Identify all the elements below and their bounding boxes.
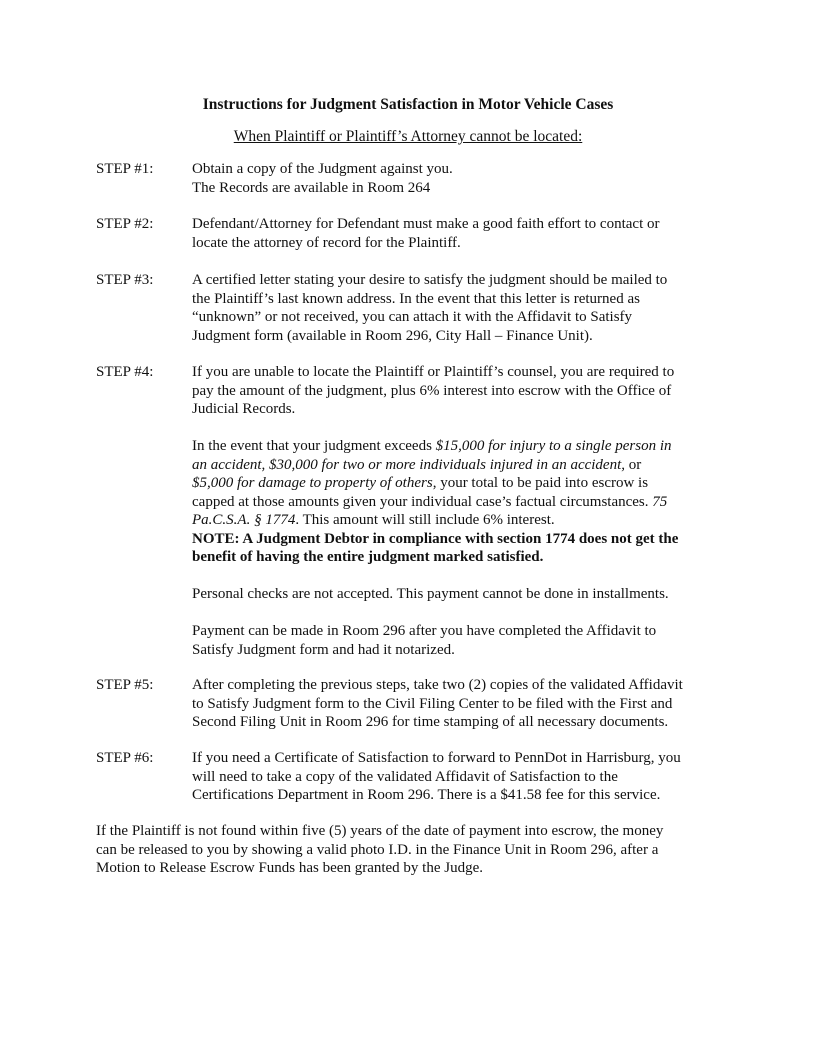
text-line [192,437,722,456]
italic-run: $15,000 for injury to a single person in [435,438,672,454]
step-body [192,271,722,345]
text-run: capped at those amounts given your individual case’s factual circumstances. [192,493,653,510]
text-line: the Plaintiff’s last known address. In the event that this letter is returned as [192,290,640,307]
step-body [192,363,722,659]
paragraph [192,622,722,659]
text-line [192,511,722,530]
text-line: to Satisfy Judgment form to the Civil Filing Center to be filed with the First and [192,695,673,712]
step-label: STEP #4: [96,364,154,380]
text-line: will need to take a copy of the validated Affidavit of Satisfaction to the [192,768,618,785]
text-run: In the event that your judgment exceeds [192,438,436,454]
text-line: “unknown” or not received, you can attach it with the Affidavit to Satisfy [192,309,633,325]
text-line [192,493,722,512]
italic-run: 75 [652,493,668,510]
text-line: The Records are available in Room 264 [192,179,431,196]
document-title: Instructions for Judgment Satisfaction in Motor Vehicle Cases [202,96,614,113]
step-label: STEP #5: [96,677,154,693]
note-line: benefit of having the entire judgment marked satisfied. [192,549,544,565]
italic-run: $5,000 for damage to property of others [192,475,433,491]
text-line: pay the amount of the judgment, plus 6% interest into escrow with the Office of [192,382,672,399]
text-line: Obtain a copy of the Judgment against you. [192,161,453,177]
step-body [192,676,722,732]
step-body [192,749,722,805]
text-line: Payment can be made in Room 296 after you have completed the Affidavit to [192,623,657,639]
step-label: STEP #2: [96,216,154,232]
text-line [192,456,722,475]
closing-paragraph [96,822,726,878]
italic-run: an accident, $30,000 for two or more individuals injured in an accident, [192,456,626,473]
text-line [192,474,722,493]
step-label: STEP #6: [96,750,154,766]
document-subtitle: When Plaintiff or Plaintiff’s Attorney cannot be located: [233,128,583,145]
note-line: NOTE: A Judgment Debtor in compliance with section 1774 does not get the [192,530,679,547]
text-line: Certifications Department in Room 296. There is a $41.58 fee for this service. [192,787,661,803]
text-line: Motion to Release Escrow Funds has been granted by the Judge. [96,860,484,876]
step-body [192,160,722,197]
step-body [192,215,722,252]
text-run: or [625,456,642,473]
text-line: can be released to you by showing a valid photo I.D. in the Finance Unit in Room 296, after a [96,841,659,858]
text-line: If you are unable to locate the Plaintiff or Plaintiff’s counsel, you are required to [192,364,675,380]
text-line: A certified letter stating your desire to satisfy the judgment should be mailed to [192,272,668,288]
text-run: , your total to be paid into escrow is [432,475,649,491]
text-line: Judicial Records. [192,401,296,417]
italic-run: Pa.C.S.A. § 1774 [192,512,296,528]
text-line: If the Plaintiff is not found within five (5) years of the date of payment into escrow, the money [96,823,664,839]
text-line: Personal checks are not accepted. This payment cannot be done in installments. [192,586,669,602]
paragraph [192,363,722,419]
text-run: . This amount will still include 6% interest. [295,512,555,528]
step-label: STEP #3: [96,272,154,288]
text-line: If you need a Certificate of Satisfaction to forward to PennDot in Harrisburg, you [192,750,681,766]
text-line: Defendant/Attorney for Defendant must make a good faith effort to contact or [192,216,660,232]
paragraph [192,585,722,604]
text-line: Judgment form (available in Room 296, City Hall – Finance Unit). [192,327,593,344]
step-label: STEP #1: [96,161,154,177]
text-line: locate the attorney of record for the Plaintiff. [192,234,461,251]
text-line: Second Filing Unit in Room 296 for time stamping of all necessary documents. [192,714,669,730]
text-line: After completing the previous steps, take two (2) copies of the validated Affidavit [192,677,683,693]
text-line: Satisfy Judgment form and had it notarized. [192,641,455,658]
paragraph-cap-limits [192,437,722,567]
